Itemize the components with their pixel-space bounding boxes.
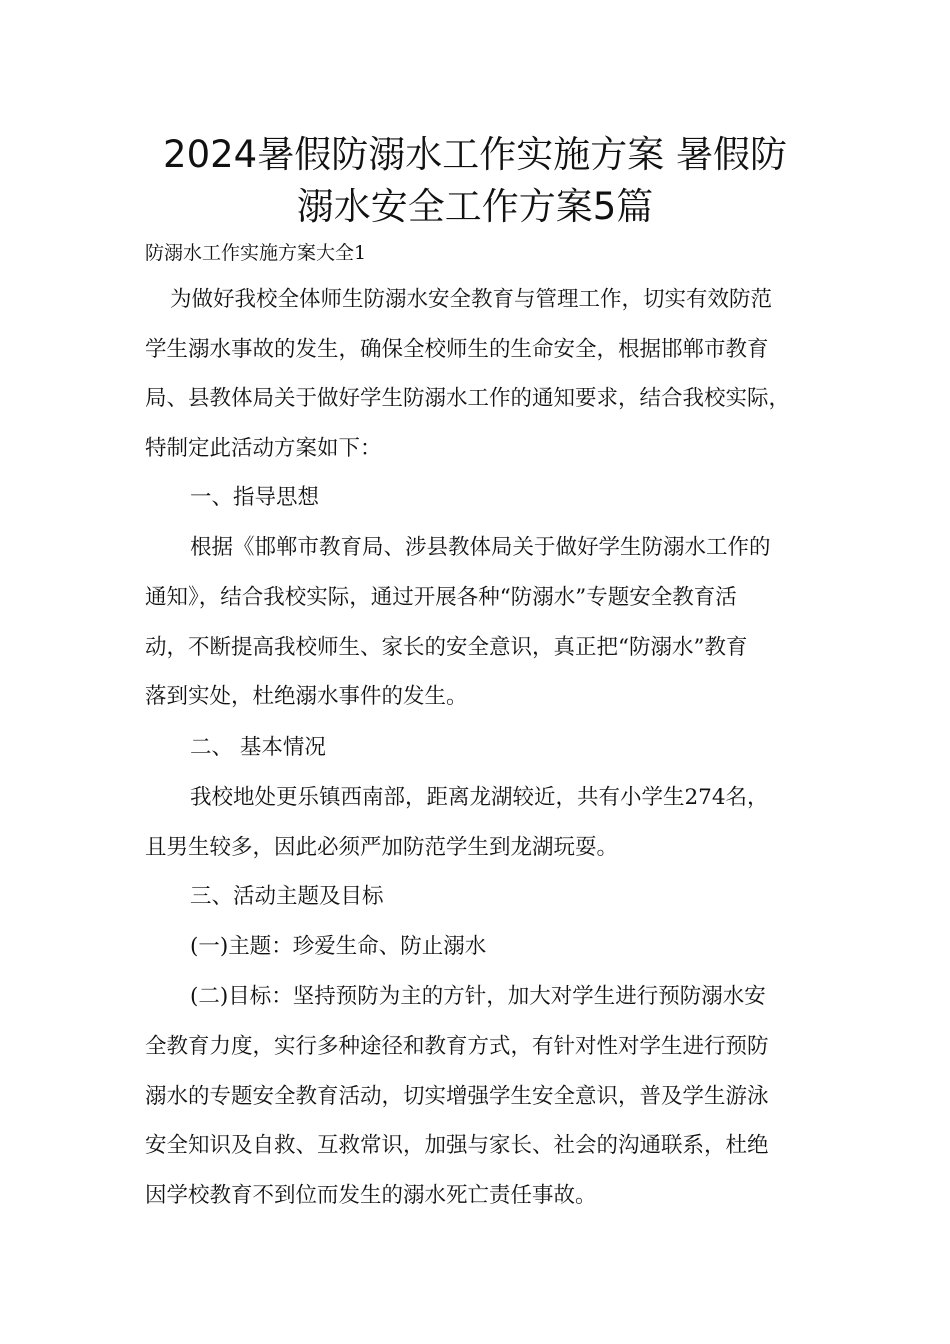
paragraph-line: 安全知识及自救、互救常识，加强与家长、社会的沟通联系，杜绝: [145, 1133, 769, 1158]
section-heading: 一、指导思想: [190, 485, 320, 510]
paragraph-line: 根据《邯郸市教育局、涉县教体局关于做好学生防溺水工作的: [190, 535, 771, 560]
paragraph-line: 我校地处更乐镇西南部，距离龙湖较近，共有小学生274名，: [190, 785, 769, 810]
paragraph-line: 局、县教体局关于做好学生防溺水工作的通知要求，结合我校实际，: [145, 386, 791, 411]
subsection-line: (二)目标：坚持预防为主的方针，加大对学生进行预防溺水安: [190, 984, 766, 1009]
document-title-line-2: 溺水安全工作方案5篇: [296, 185, 654, 228]
paragraph-line: 为做好我校全体师生防溺水安全教育与管理工作，切实有效防范: [170, 287, 773, 312]
paragraph-line: 因学校教育不到位而发生的溺水死亡责任事故。: [145, 1183, 597, 1208]
paragraph-line: 落到实处，杜绝溺水事件的发生。: [145, 684, 468, 709]
paragraph-line: 通知》，结合我校实际，通过开展各种“防溺水”专题安全教育活: [145, 585, 737, 610]
document-subheading: 防溺水工作实施方案大全1: [145, 242, 367, 264]
paragraph-line: 动，不断提高我校师生、家长的安全意识，真正把“防溺水”教育: [145, 635, 748, 660]
document-title-line-1: 2024暑假防溺水工作实施方案 暑假防: [163, 133, 787, 176]
section-heading: 二、 基本情况: [190, 735, 326, 760]
paragraph-line: 且男生较多，因此必须严加防范学生到龙湖玩耍。: [145, 835, 619, 860]
subsection-line: (一)主题：珍爱生命、防止溺水: [190, 934, 487, 959]
paragraph-line: 溺水的专题安全教育活动，切实增强学生安全意识，普及学生游泳: [145, 1084, 769, 1109]
paragraph-line: 特制定此活动方案如下：: [145, 436, 382, 461]
paragraph-line: 全教育力度，实行多种途径和教育方式，有针对性对学生进行预防: [145, 1034, 769, 1059]
section-heading: 三、活动主题及目标: [190, 884, 384, 909]
paragraph-line: 学生溺水事故的发生，确保全校师生的生命安全，根据邯郸市教育: [145, 337, 769, 362]
